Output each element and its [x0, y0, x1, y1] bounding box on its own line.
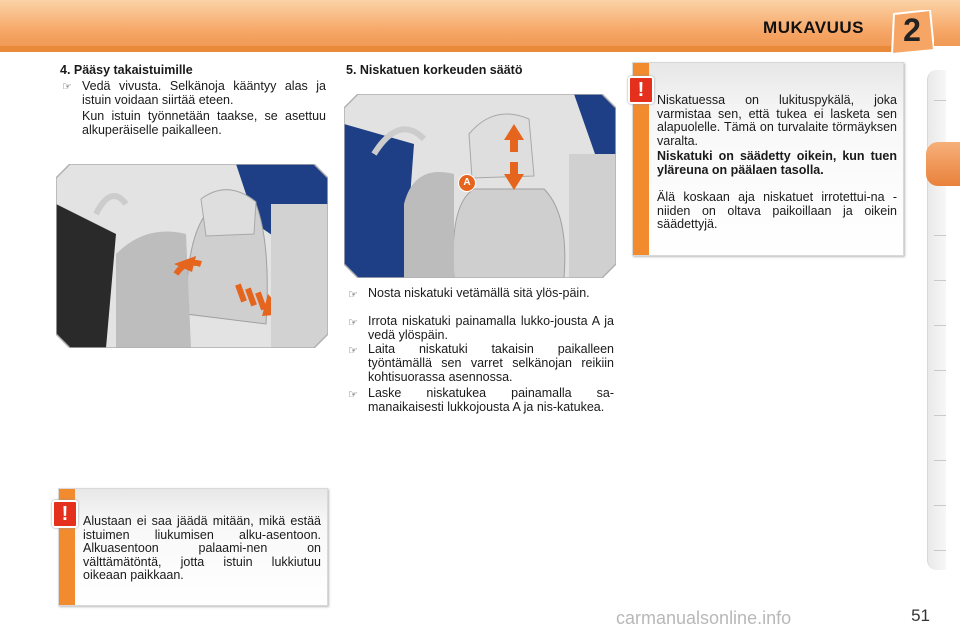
headrest-illustration	[344, 94, 616, 278]
headrest-step-1: Nosta niskatuki vetämällä sitä ylös-päin.	[368, 286, 590, 300]
tab-divider	[934, 280, 946, 281]
bullet-icon: ☞	[348, 289, 358, 301]
headrest-step-4: Laske niskatukea painamalla sa-manaikaisesti lukkojousta A ja nis-katukea.	[368, 386, 614, 414]
tab-divider	[934, 325, 946, 326]
tab-divider	[934, 460, 946, 461]
warning-icon: !	[628, 76, 654, 104]
section-4-para-2: Kun istuin työnnetään taakse, se asettuu alkuperäiselle paikalleen.	[82, 109, 326, 137]
seat-access-illustration	[56, 164, 328, 348]
page-number: 51	[911, 606, 930, 625]
active-chapter-tab[interactable]	[926, 142, 960, 186]
section-4-heading: 4. Pääsy takaistuimille	[60, 63, 193, 77]
bullet-icon: ☞	[348, 317, 358, 329]
marker-a: A	[458, 174, 476, 192]
header-stripe	[0, 46, 900, 52]
chapter-number: 2	[903, 12, 921, 48]
tab-divider	[934, 415, 946, 416]
watermark: carmanualsonline.info	[616, 608, 792, 628]
tab-divider	[934, 235, 946, 236]
warning-text-left: Alustaan ei saa jäädä mitään, mikä estää istuimen liukumisen alku-asentoon. Alkuasentoon palaami-nen on välttämätöntä, jotta istuin lukkiutuu oikeaan paikkaan.	[83, 514, 321, 582]
warning-icon: !	[52, 500, 78, 528]
bullet-icon: ☞	[348, 345, 358, 357]
tab-divider	[934, 550, 946, 551]
warning-para-1: Niskatuessa on lukituspykälä, joka varmistaa sen, että tukea ei lasketa sen alapuolelle. Tämä on turvalaite törmäyksen varalta.	[657, 93, 897, 148]
section-5-heading: 5. Niskatuen korkeuden säätö	[346, 63, 523, 77]
tab-divider	[934, 370, 946, 371]
warning-para-2: Niskatuki on säädetty oikein, kun tuen yläreuna on päälaen tasolla.	[657, 149, 897, 177]
bullet-icon: ☞	[62, 81, 72, 93]
section-title: MUKAVUUS	[763, 18, 864, 37]
tab-divider	[934, 100, 946, 101]
warning-para-3: Älä koskaan aja niskatuet irrotettui-na - niiden on oltava paikoillaan ja oikein säädettyjä.	[657, 190, 897, 231]
headrest-step-2: Irrota niskatuki painamalla lukko-jousta A ja vedä ylöspäin.	[368, 314, 614, 342]
chapter-badge	[890, 10, 934, 54]
tab-divider	[934, 505, 946, 506]
bullet-icon: ☞	[348, 389, 358, 401]
warning-note-right	[632, 62, 904, 256]
headrest-step-3: Laita niskatuki takaisin paikalleen työntämällä sen varret selkänojan reikiin kohtisuorassa asennossa.	[368, 342, 614, 384]
section-4-para-1: Vedä vivusta. Selkänoja kääntyy alas ja istuin voidaan siirtää eteen.	[82, 79, 326, 107]
warning-note-left	[58, 488, 328, 606]
